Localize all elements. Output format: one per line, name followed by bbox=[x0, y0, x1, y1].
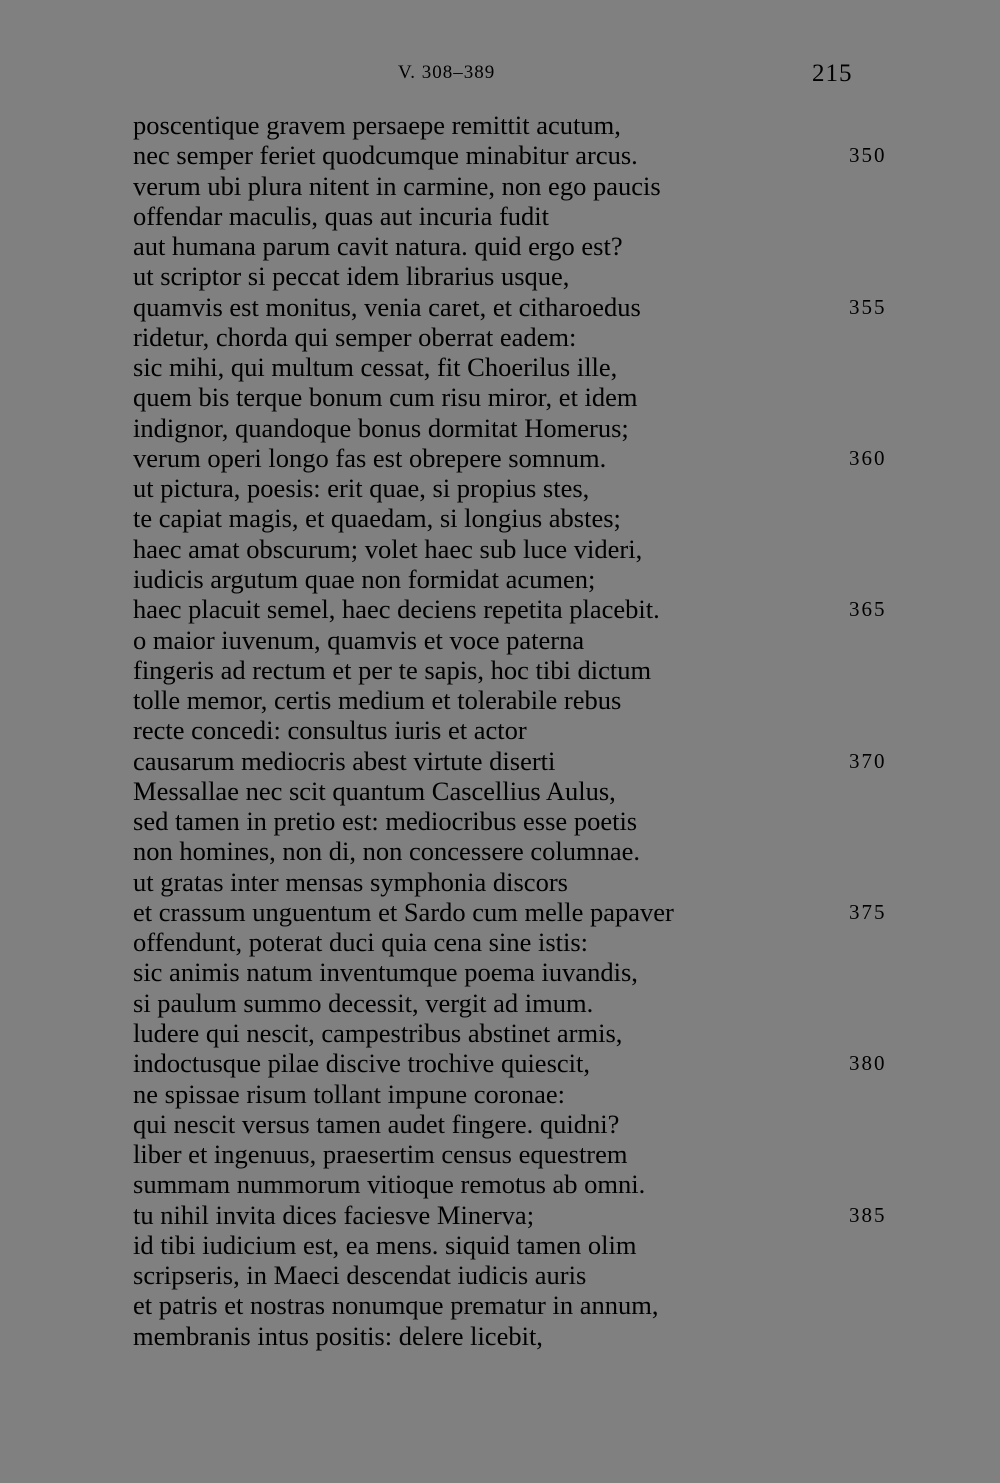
verse-line bbox=[133, 1290, 903, 1320]
verse-text: indoctusque pilae discive trochive quiescit, bbox=[133, 1048, 590, 1079]
verse-text: sed tamen in pretio est: mediocribus esse poetis bbox=[133, 806, 638, 837]
verse-line bbox=[133, 927, 903, 957]
line-number: 350 bbox=[849, 143, 887, 168]
verse-line bbox=[133, 957, 903, 987]
verse-text: verum operi longo fas est obrepere somnum. bbox=[133, 442, 607, 473]
verse-text: recte concedi: consultus iuris et actor bbox=[133, 715, 527, 746]
verse-line bbox=[133, 1260, 903, 1290]
verse-text: tolle memor, certis medium et tolerabile rebus bbox=[133, 685, 622, 716]
line-number: 370 bbox=[849, 748, 887, 773]
verse-text: ut pictura, poesis: erit quae, si propius stes, bbox=[133, 473, 590, 504]
verse-line bbox=[133, 867, 903, 897]
verse-text: membranis intus positis: delere licebit, bbox=[133, 1320, 543, 1351]
line-number: 355 bbox=[849, 294, 887, 319]
verse-line bbox=[133, 352, 903, 382]
verse-text: ne spissae risum tollant impune coronae: bbox=[133, 1078, 565, 1109]
verse-line bbox=[133, 988, 903, 1018]
verse-text: haec amat obscurum; volet haec sub luce videri, bbox=[133, 533, 643, 564]
verse-line bbox=[133, 413, 903, 443]
verse-text: o maior iuvenum, quamvis et voce paterna bbox=[133, 624, 585, 655]
verse-line bbox=[133, 1169, 903, 1199]
verse-line bbox=[133, 1079, 903, 1109]
verse-line bbox=[133, 503, 903, 533]
verse-text: verum ubi plura nitent in carmine, non ego paucis bbox=[133, 170, 661, 201]
verse-line bbox=[133, 836, 903, 866]
verse-line bbox=[133, 897, 903, 927]
verse-text: haec placuit semel, haec deciens repetita placebit. bbox=[133, 594, 660, 625]
verse-text: si paulum summo decessit, vergit ad imum. bbox=[133, 987, 594, 1018]
verse-line bbox=[133, 1139, 903, 1169]
verse-text: scripseris, in Maeci descendat iudicis auris bbox=[133, 1260, 587, 1291]
verse-line bbox=[133, 443, 903, 473]
verse-text: offendar maculis, quas aut incuria fudit bbox=[133, 200, 550, 231]
verse-line bbox=[133, 322, 903, 352]
verse-text: non homines, non di, non concessere columnae. bbox=[133, 836, 641, 867]
verse-line bbox=[133, 473, 903, 503]
verse-text: ut gratas inter mensas symphonia discors bbox=[133, 866, 568, 897]
verse-line bbox=[133, 140, 903, 170]
line-number: 380 bbox=[849, 1051, 887, 1076]
verse-text: causarum mediocris abest virtute diserti bbox=[133, 745, 556, 776]
verse-text: tu nihil invita dices faciesve Minerva; bbox=[133, 1199, 535, 1230]
verse-text: poscentique gravem persaepe remittit acutum, bbox=[133, 110, 621, 140]
verse-text: Messallae nec scit quantum Cascellius Aulus, bbox=[133, 775, 616, 806]
verse-text: quem bis terque bonum cum risu miror, et idem bbox=[133, 382, 638, 413]
line-number: 375 bbox=[849, 899, 887, 924]
verse-text: fingeris ad rectum et per te sapis, hoc tibi dictum bbox=[133, 654, 652, 685]
verse-line bbox=[133, 655, 903, 685]
verse-text: et crassum unguentum et Sardo cum melle papaver bbox=[133, 896, 674, 927]
verse-text: quamvis est monitus, venia caret, et citharoedus bbox=[133, 291, 641, 322]
verse-text: nec semper feriet quodcumque minabitur arcus. bbox=[133, 140, 638, 171]
verse-text: ludere qui nescit, campestribus abstinet armis, bbox=[133, 1017, 623, 1048]
verse-line bbox=[133, 201, 903, 231]
verse-line bbox=[133, 1018, 903, 1048]
line-number: 360 bbox=[849, 445, 887, 470]
verse-line bbox=[133, 1230, 903, 1260]
running-head: V. 308–389 bbox=[398, 62, 496, 83]
verse-line bbox=[133, 292, 903, 322]
verse-line bbox=[133, 171, 903, 201]
verse-text: aut humana parum cavit natura. quid ergo est? bbox=[133, 231, 623, 262]
verse-line bbox=[133, 1321, 903, 1351]
page-header bbox=[0, 60, 1000, 96]
verse-line bbox=[133, 534, 903, 564]
verse-text: indignor, quandoque bonus dormitat Homerus; bbox=[133, 412, 629, 443]
verse-text: te capiat magis, et quaedam, si longius abstes; bbox=[133, 503, 621, 534]
verse-line bbox=[133, 231, 903, 261]
verse-line bbox=[133, 261, 903, 291]
verse-text: id tibi iudicium est, ea mens. siquid tamen olim bbox=[133, 1229, 637, 1260]
verse-text: iudicis argutum quae non formidat acumen; bbox=[133, 563, 596, 594]
verse-line bbox=[133, 110, 903, 140]
page-number: 215 bbox=[812, 60, 853, 87]
verse-line bbox=[133, 715, 903, 745]
verse-text: summam nummorum vitioque remotus ab omni. bbox=[133, 1169, 646, 1200]
verse-line bbox=[133, 806, 903, 836]
verse-line bbox=[133, 685, 903, 715]
verse-text: ridetur, chorda qui semper oberrat eadem: bbox=[133, 321, 577, 352]
verse-line bbox=[133, 1109, 903, 1139]
verse-text: liber et ingenuus, praesertim census equestrem bbox=[133, 1139, 628, 1170]
line-number: 385 bbox=[849, 1202, 887, 1227]
verse-text: qui nescit versus tamen audet fingere. quidni? bbox=[133, 1108, 620, 1139]
verse-line bbox=[133, 382, 903, 412]
verse-line bbox=[133, 776, 903, 806]
verse-line bbox=[133, 746, 903, 776]
verse-text: offendunt, poterat duci quia cena sine istis: bbox=[133, 927, 589, 958]
verse-line bbox=[133, 1048, 903, 1078]
verse-list bbox=[133, 110, 903, 1351]
verse-text: sic animis natum inventumque poema iuvandis, bbox=[133, 957, 638, 988]
verse-text: et patris et nostras nonumque prematur in annum, bbox=[133, 1290, 659, 1321]
verse-text: ut scriptor si peccat idem librarius usque, bbox=[133, 261, 570, 292]
line-number: 365 bbox=[849, 597, 887, 622]
verse-text: sic mihi, qui multum cessat, fit Choerilus ille, bbox=[133, 352, 618, 383]
verse-line bbox=[133, 1200, 903, 1230]
verse-line bbox=[133, 594, 903, 624]
verse-line bbox=[133, 564, 903, 594]
verse-line bbox=[133, 625, 903, 655]
